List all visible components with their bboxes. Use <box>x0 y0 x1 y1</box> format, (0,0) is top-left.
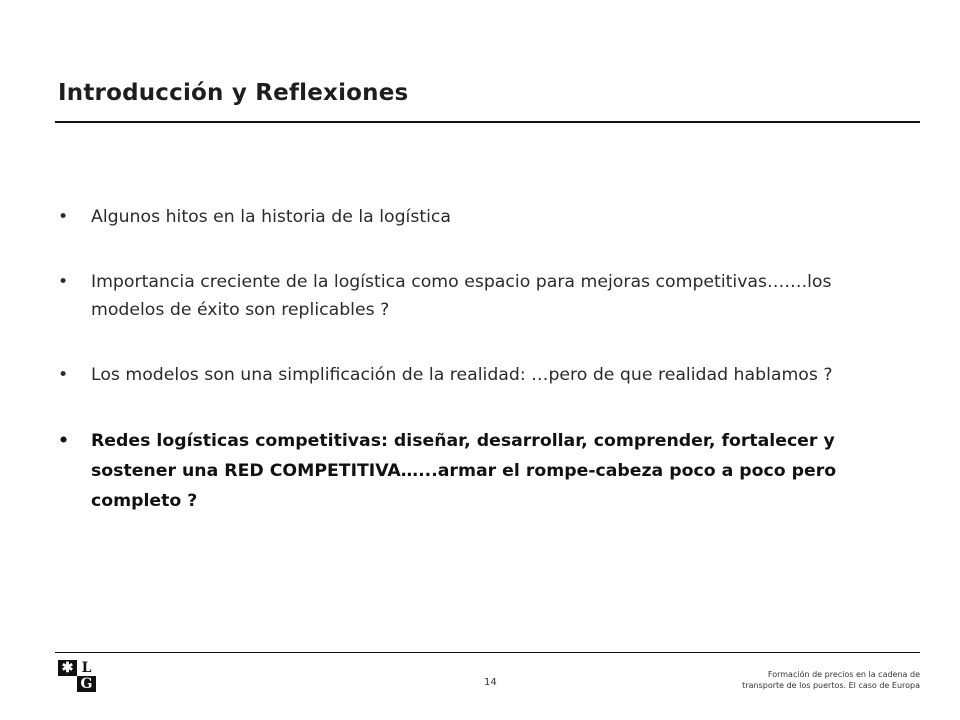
bullet-icon: • <box>58 207 69 227</box>
logo-star-icon: ✱ <box>58 660 77 676</box>
bullet-icon: • <box>58 431 70 451</box>
title-divider <box>55 121 920 123</box>
bullet-text: Los modelos son una simplificación de la realidad: …pero de que realidad hablamos ? <box>91 365 833 385</box>
bullet-item <box>58 203 888 231</box>
bullet-item <box>58 361 888 389</box>
bullet-text: Importancia creciente de la logística como espacio para mejoras competitivas…….los modelos de éxito son replicables ? <box>91 272 832 320</box>
footer-caption <box>742 669 920 691</box>
bullet-text: Redes logísticas competitivas: diseñar, desarrollar, comprender, fortalecer y sostener una RED COMPETITIVA…...armar el rompe-cabeza poco a poco pero completo ? <box>91 431 837 511</box>
bullet-icon: • <box>58 365 69 385</box>
logo <box>58 660 96 692</box>
logo-letter-l: L <box>77 660 96 676</box>
page-number: 14 <box>484 677 497 688</box>
slide-title: Introducción y Reflexiones <box>58 80 409 106</box>
bullet-icon: • <box>58 272 69 292</box>
bullet-text: Algunos hitos en la historia de la logística <box>91 207 452 227</box>
bullet-list <box>58 203 888 553</box>
footer-caption-line2: transporte de los puertos. El caso de Europa <box>742 681 920 690</box>
bullet-item-highlight <box>58 426 888 516</box>
bullet-item <box>58 268 888 324</box>
footer-divider <box>55 652 920 653</box>
logo-blank <box>58 676 77 692</box>
logo-letter-g: G <box>77 676 96 692</box>
footer-caption-line1: Formación de precios en la cadena de <box>767 670 920 679</box>
